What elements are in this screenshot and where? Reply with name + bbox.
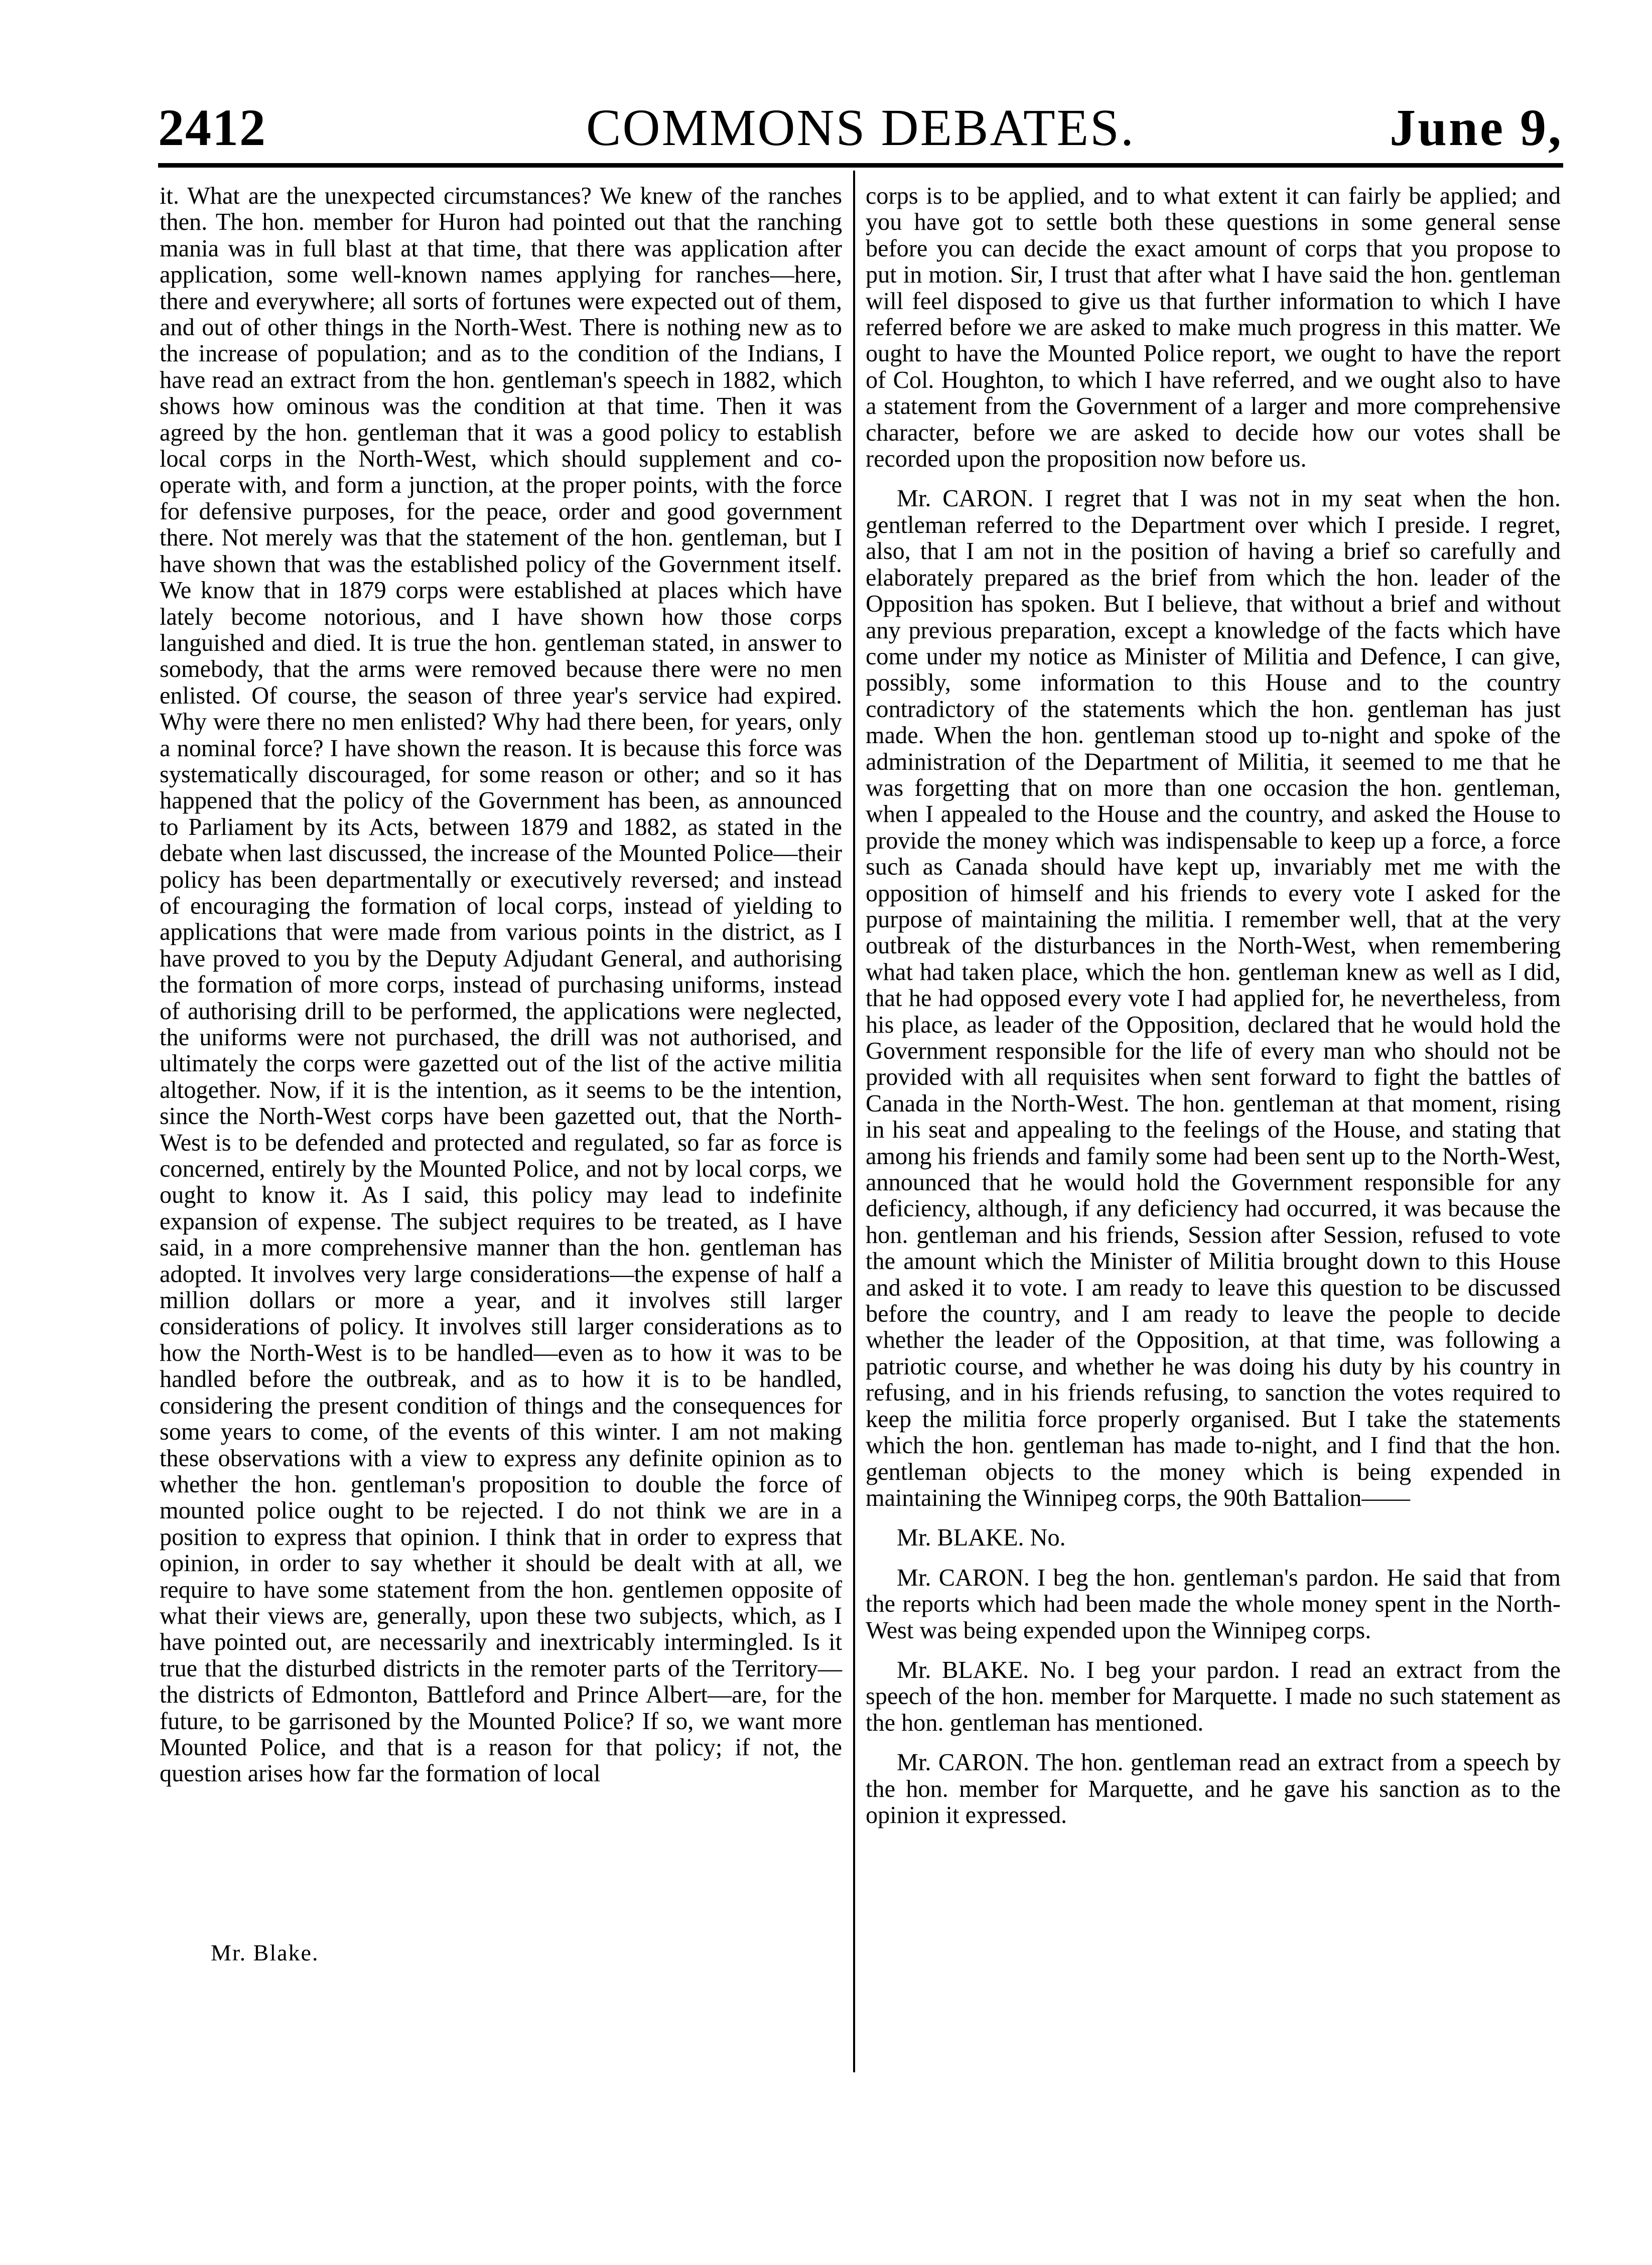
- speech-blake-1: Mr. BLAKE. No.: [897, 1524, 1066, 1551]
- header-date: June 9,: [1390, 99, 1563, 157]
- speaker-footer: Mr. Blake.: [211, 1940, 319, 1965]
- speech-caron-1: Mr. CARON. I regret that I was not in my seat when the hon. gentleman referred to the Department over which I preside. I regret, also, that I am not in the position of having a brief so carefully and elaborately prepared as the brief from which the hon. leader of the Opposition has spoken. But I believe, that without a brief and without any previous preparation, except a knowledge of the facts which have come under my notice as Minister of Militia and Defence, I can give, possibly, some information to this House and to the country contradictory of the statements which the hon. gentleman has just made. When the hon. gentleman stood up to-night and spoke of the administration of the Department of Militia, it seemed to me that he was forgetting that on more than one occasion the hon. gentleman, when I appealed to the House and the country, and asked the House to provide the money which was indispensable to keep up a force, a force such as Canada should have kept up, invariably met me with the opposition of himself and his friends to every vote I asked for the purpose of maintaining the militia. I remember well, that at the very outbreak of the disturbances in the North-West, when remembering what had taken place, which the hon. gentleman knew as well as I did, that he had opposed every vote I had applied for, he nevertheless, from his place, as leader of the Opposition, declared that he would hold the Government responsible for the life of every man who should not be provided with all requisites when sent forward to fight the battles of Canada in the North-West. The hon. gentleman at that moment, rising in his seat and appealing to the feelings of the House, and stating that among his friends and family some had been sent up to the North-West, announced that he would hold the Government responsible for any deficiency, although, if any deficiency had occurred, it was because the hon. gentleman and his friends, Session after Session, refused to vote the amount which the Minister of Militia brought down to this House and asked it to vote. I am ready to leave this question to be discussed before the country, and I am ready to leave the people to decide whether the leader of the Opposition, at that time, was following a patriotic course, and whether he was doing his duty by his country in refusing, and in his friends refusing, to sanction the votes required to keep the militia force properly organised. But I take the statements which the hon. gentleman has made to-night, and I find that the hon. gentleman objects to the money which is being expended in maintaining the Winnipeg corps, the 90th Battalion——: [866, 485, 1561, 1511]
- speech-blake-2: Mr. BLAKE. No. I beg your pardon. I read an extract from the speech of the hon. member for Marquette. I made no such statement as the hon. gentleman has mentioned.: [866, 1656, 1561, 1736]
- page-number: 2412: [158, 99, 266, 157]
- left-paragraph-1: it. What are the unexpected circumstances? We knew of the ranches then. The hon. member for Huron had pointed out that the ranching mania was in full blast at that time, that there was application after application, some well-known names applying for ranches—here, there and everywhere; all sorts of fortunes were expected out of them, and out of other things in the North-West. There is nothing new as to the increase of population; and as to the condition of the Indians, I have read an extract from the hon. gentleman's speech in 1882, which shows how ominous was the condition at that time. Then it was agreed by the hon. gentleman that it was a good policy to establish local corps in the North-West, which should supplement and co-operate with, and form a junction, at the proper points, with the force for defensive purposes, for the peace, order and good government there. Not merely was that the statement of the hon. gentleman, but I have shown that was the established policy of the Government itself. We know that in 1879 corps were established at places which have lately become notorious, and I have shown how those corps languished and died. It is true the hon. gentleman stated, in answer to somebody, that the arms were removed because there were no men enlisted. Of course, the season of three year's service had expired. Why were there no men enlisted? Why had there been, for years, only a nominal force? I have shown the reason. It is because this force was systematically discouraged, for some reason or other; and so it has happened that the policy of the Government has been, as announced to Parliament by its Acts, between 1879 and 1882, as stated in the debate when last discussed, the increase of the Mounted Police—their policy has been departmentally or executively reversed; and instead of encouraging the formation of local corps, instead of yielding to applications that were made from various points in the district, as I have proved to you by the Deputy Adjudant General, and authorising the formation of more corps, instead of purchasing uniforms, instead of authorising drill to be performed, the applications were neglected, the uniforms were not purchased, the drill was not authorised, and ultimately the corps were gazetted out of the list of the active militia altogether. Now, if it is the intention, as it seems to be the intention, since the North-West corps have been gazetted out, that the North-West is to be defended and protected and regulated, so far as force is concerned, entirely by the Mounted Police, and not by local corps, we ought to know it. As I said, this policy may lead to indefinite expansion of expense. The subject requires to be treated, as I have said, in a more comprehensive manner than the hon. gentleman has adopted. It involves very large considerations—the expense of half a million dollars or more a year, and it involves still larger considerations of policy. It involves still larger considerations as to how the North-West is to be handled—even as to how it was to be handled before the outbreak, and as to how it is to be handled, considering the present condition of things and the consequences for some years to come, of the events of this winter. I am not making these observations with a view to express any definite opinion as to whether the hon. gentleman's proposition to double the force of mounted police ought to be rejected. I do not think we are in a position to express that opinion. I think that in order to express that opinion, in order to say whether it should be dealt with at all, we require to have some statement from the hon. gentlemen opposite of what their views are, generally, upon these two subjects, which, as I have pointed out, are necessarily and inextricably intermingled. Is it true that the disturbed districts in the remoter parts of the Territory—the districts of Edmonton, Battleford and Prince Albert—are, for the future, to be garrisoned by the Mounted Police? If so, we want more Mounted Police, and that is a reason for that policy; if not, the question arises how far the formation of local: [160, 183, 842, 1787]
- page-header: [158, 98, 1563, 166]
- publication-title: COMMONS DEBATES.: [586, 99, 1135, 157]
- left-column: [160, 183, 842, 1787]
- speech-caron-2: Mr. CARON. I beg the hon. gentleman's pardon. He said that from the reports which had been made the whole money spent in the North-West was being expended upon the Winnipeg corps.: [866, 1564, 1561, 1644]
- right-column: [866, 183, 1561, 1828]
- header-rule: [158, 163, 1563, 168]
- right-paragraph-1: corps is to be applied, and to what extent it can fairly be applied; and you have got to settle both these questions in some general sense before you can decide the exact amount of corps that you propose to put in motion. Sir, I trust that after what I have said the hon. gentleman will feel disposed to give us that further information to which I have referred before we are asked to make much progress in this matter. We ought to have the Mounted Police report, we ought to have the report of Col. Houghton, to which I have referred, and we ought also to have a statement from the Government of a larger and more comprehensive character, before we are asked to decide how our votes shall be recorded upon the proposition now before us.: [866, 183, 1561, 473]
- column-divider: [853, 171, 855, 2072]
- speech-caron-3: Mr. CARON. The hon. gentleman read an extract from a speech by the hon. member for Marquette, and he gave his sanction as to the opinion it expressed.: [866, 1749, 1561, 1828]
